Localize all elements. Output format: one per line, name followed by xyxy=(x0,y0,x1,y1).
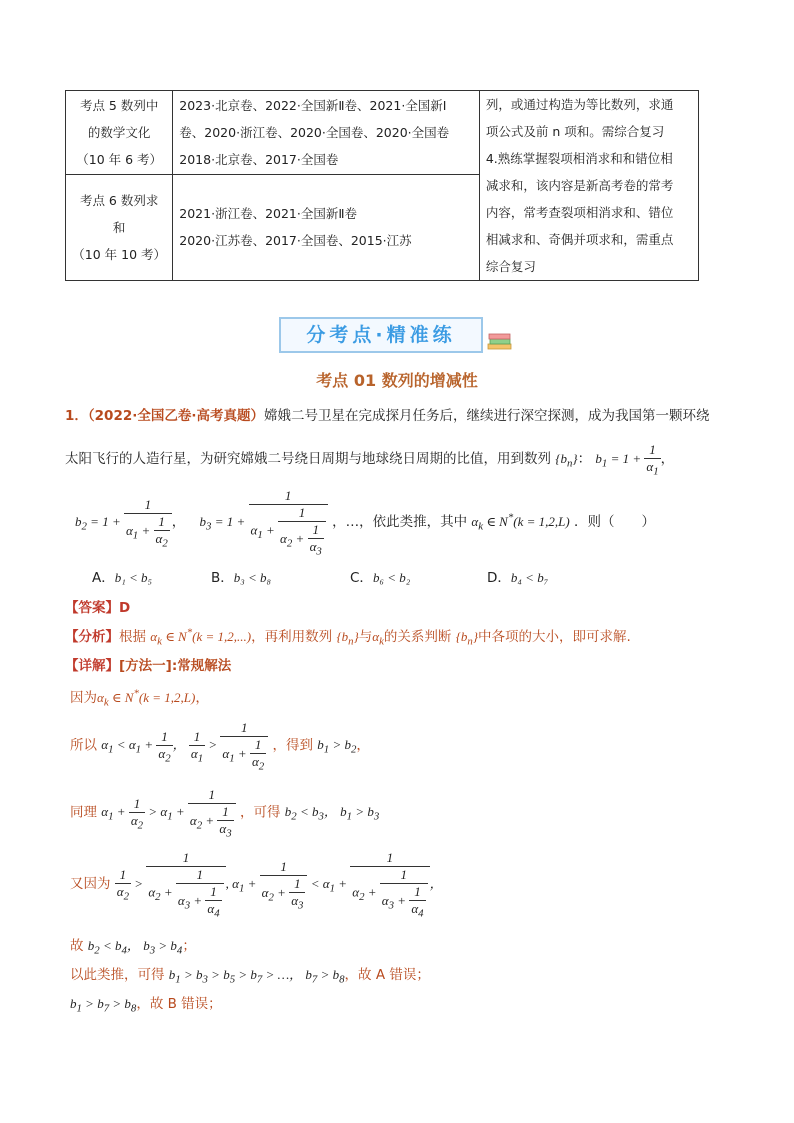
step-math: $\alpha_1$ + $\frac{1}{\alpha_2}$ > $\alpha_1$ + 1 $\alpha_2$ + $\frac{1}{\alpha_3}$ xyxy=(101,804,235,819)
step-text: 以此类推，可得 xyxy=(70,967,165,983)
cell-line: 和 xyxy=(112,219,126,235)
step-text: ，故 A 错误； xyxy=(344,967,430,983)
cell-line: 综合复习 xyxy=(485,259,536,274)
question-text: 嫦娥二号卫星在完成探月任务后，继续进行深空探测，成为我国第一颗环绕 xyxy=(264,408,710,424)
option-a[interactable] xyxy=(92,566,152,586)
cell-line: 2018·北京卷、2017·全国卷 xyxy=(179,151,339,167)
detail-method: [方法一]:常规解法 xyxy=(119,658,232,674)
cell-line: 减求和，该内容是新高考卷的常考 xyxy=(485,178,674,193)
banner-text: 分考点·精准练 xyxy=(306,324,456,346)
cell-line: 2021·浙江卷、2021·全国新Ⅱ卷 xyxy=(179,206,358,222)
question-line xyxy=(65,404,710,424)
cell-line: 列，或通过构造为等比数列，求通 xyxy=(485,97,674,112)
cell-line: 4.熟练掌握裂项相消求和和错位相 xyxy=(485,151,673,166)
question-text: ．则（ ） xyxy=(574,513,656,530)
answer-line xyxy=(65,596,130,616)
table-cell-point xyxy=(66,91,173,175)
step-math: $b_2 < b_4$， $b_3 > b_4$ xyxy=(87,938,183,957)
cell-line: 2020·江苏卷、2017·全国卷、2015·江苏 xyxy=(179,233,412,249)
analysis-text: 的关系判断 xyxy=(383,629,452,645)
step-text: ，故 B 错误； xyxy=(136,996,222,1012)
question-number: 1． xyxy=(65,408,88,424)
table-cell-years xyxy=(173,174,480,280)
analysis-text: 与 xyxy=(358,629,373,645)
step-math: $\frac{1}{\alpha_2}$ > 1 $\alpha_2$ + 1 $\alpha_3$ + $\frac{1}{\alpha_4}$ , $\alpha_1$ + 1 $\alpha_2$ + $\frac{1}{\alpha_3}$ < $\alpha_1$ + 1 $\alpha_2$ + 1 $\alpha_3$ + $\frac{1}{\alpha_4}$ ， xyxy=(116,850,443,920)
question-line: $b_2 = 1$ + 1 $\alpha_1$ + $\frac{1}{\alpha_2}$ ， $b_3 = 1$ + 1 $\alpha_1$ + 1 $\alpha_2$ + $\frac{1}{\alpha_3}$ ，…，依此类推，其中 $\alpha_k$ ∈ N*(k = 1,2,L) ．则（ ） xyxy=(75,488,656,558)
analysis-text: ，再利用数列 xyxy=(251,629,333,645)
section-title: 考点 01 数列的增减性 xyxy=(316,371,478,390)
analysis-math: $\{b_n\}$ xyxy=(336,629,359,648)
step-line: 因为$\alpha_k$ ∈ N*(k = 1,2,L)， xyxy=(70,687,209,709)
analysis-text: 中各项的大小，即可求解. xyxy=(478,629,631,645)
option-math: b₄ < b₇ xyxy=(510,570,549,585)
step-line xyxy=(70,963,430,986)
analysis-line xyxy=(65,625,631,648)
answer-value: D xyxy=(119,600,131,616)
analysis-math: $\{b_n\}$ xyxy=(455,629,479,648)
cell-line: （10 年 6 考） xyxy=(76,151,163,167)
step-math: $\alpha_1 < \alpha_1$ + $\frac{1}{\alpha_2}$ ， $\frac{1}{\alpha_1}$ > 1 $\alpha_1$ + $\frac{1}{\alpha_2}$ xyxy=(101,737,268,752)
option-label: B． xyxy=(211,570,234,586)
step-text: ，可得 xyxy=(239,804,281,821)
step-line xyxy=(70,787,379,840)
step-line: 所以 $\alpha_1 < \alpha_1$ + $\frac{1}{\alpha_2}$ ， $\frac{1}{\alpha_1}$ > 1 $\alpha_1$ + $\frac{1}{\alpha_2}$ ，得到 $b_1 > b_2$， xyxy=(70,720,370,773)
option-math: b₃ < b₈ xyxy=(233,570,272,585)
option-b[interactable] xyxy=(211,566,271,586)
step-line: 故 $b_2 < b_4$， $b_3 > b_4$； xyxy=(70,938,196,957)
cell-line: 内容，常考查裂项相消求和、错位 xyxy=(485,205,674,220)
step-math: $b_2 < b_3$， $b_1 > b_3$ xyxy=(284,804,380,823)
cell-line: 考点 6 数列求 xyxy=(79,192,159,208)
cell-line: 相减求和、奇偶并项求和，需重点 xyxy=(485,232,674,247)
step-math: $b_1 > b_7 > b_8$ xyxy=(70,996,137,1015)
option-math: b₁ < b₅ xyxy=(114,570,153,585)
step-text: 又因为 xyxy=(70,875,111,892)
detail-label: 【详解】 xyxy=(65,658,119,674)
table-cell-point xyxy=(66,174,173,280)
analysis-math: $\alpha_k$ xyxy=(372,629,384,648)
step-text: ，得到 xyxy=(272,737,313,754)
option-c[interactable] xyxy=(350,566,410,586)
question-source: （2022·全国乙卷·高考真题） xyxy=(87,408,264,424)
cell-line: 卷、2020·浙江卷、2020·全国卷、2020·全国卷 xyxy=(179,124,450,140)
step-line xyxy=(70,850,443,920)
cell-line: （10 年 10 考） xyxy=(72,246,166,262)
detail-line xyxy=(65,654,231,674)
table-row xyxy=(66,91,699,175)
analysis-label: 【分析】 xyxy=(65,629,119,645)
b1-formula: $b_1 = 1$ + $\frac{1}{\alpha_1}$ xyxy=(595,442,659,478)
alpha-condition: $\alpha_k$ ∈ N*(k = 1,2,L) xyxy=(471,511,570,533)
cell-line: 2023·北京卷、2022·全国新Ⅱ卷、2021·全国新Ⅰ xyxy=(179,97,447,113)
step-math: $b_1 > b_2$ xyxy=(317,737,357,756)
question-text: ，…，依此类推，其中 xyxy=(332,513,468,530)
option-label: C． xyxy=(350,570,373,586)
cell-line: 项公式及前 n 项和。需综合复习 xyxy=(485,124,665,139)
step-text: 故 xyxy=(70,938,84,954)
analysis-text: 根据 xyxy=(119,629,146,645)
question-text: 太阳飞行的人造行星，为研究嫦娥二号绕日周期与地球绕日周期的比值，用到数列 xyxy=(65,450,551,467)
option-math: b₆ < b₂ xyxy=(372,570,411,585)
b3-formula: $b_3 = 1$ + 1 $\alpha_1$ + 1 $\alpha_2$ + $\frac{1}{\alpha_3}$ xyxy=(200,514,328,529)
sequence-notation: $\{b_n\}$ xyxy=(555,450,578,470)
exam-points-table xyxy=(65,90,699,281)
option-d[interactable] xyxy=(487,566,548,586)
step-line xyxy=(70,992,222,1015)
books-icon xyxy=(487,331,513,351)
step-math: $b_1 > b_3 > b_5 > b_7$ > …， $b_7 > b_8$ xyxy=(168,967,345,986)
step-text: 同理 xyxy=(70,804,97,821)
section-banner xyxy=(279,317,483,353)
analysis-math: $\alpha_k$ ∈ N*(k = 1,2,...) xyxy=(150,626,252,648)
option-label: A． xyxy=(92,570,115,586)
table-cell-years xyxy=(173,91,480,175)
question-line: 太阳飞行的人造行星，为研究嫦娥二号绕日周期与地球绕日周期的比值，用到数列 $\{b_n\}$： $b_1 = 1$ + $\frac{1}{\alpha_1}$ ， xyxy=(65,442,675,478)
cell-line: 考点 5 数列中 xyxy=(79,97,159,113)
step-text: 所以 xyxy=(70,737,97,754)
answer-label: 【答案】 xyxy=(65,600,119,616)
step-text: 因为 xyxy=(70,690,97,706)
b2-formula: $b_2 = 1$ + 1 $\alpha_1$ + $\frac{1}{\alpha_2}$ xyxy=(75,514,172,529)
table-cell-advice xyxy=(479,91,698,281)
step-math: $\alpha_k$ ∈ N*(k = 1,2,L) xyxy=(97,687,196,709)
cell-line: 的数学文化 xyxy=(87,124,151,140)
option-label: D． xyxy=(487,570,511,586)
